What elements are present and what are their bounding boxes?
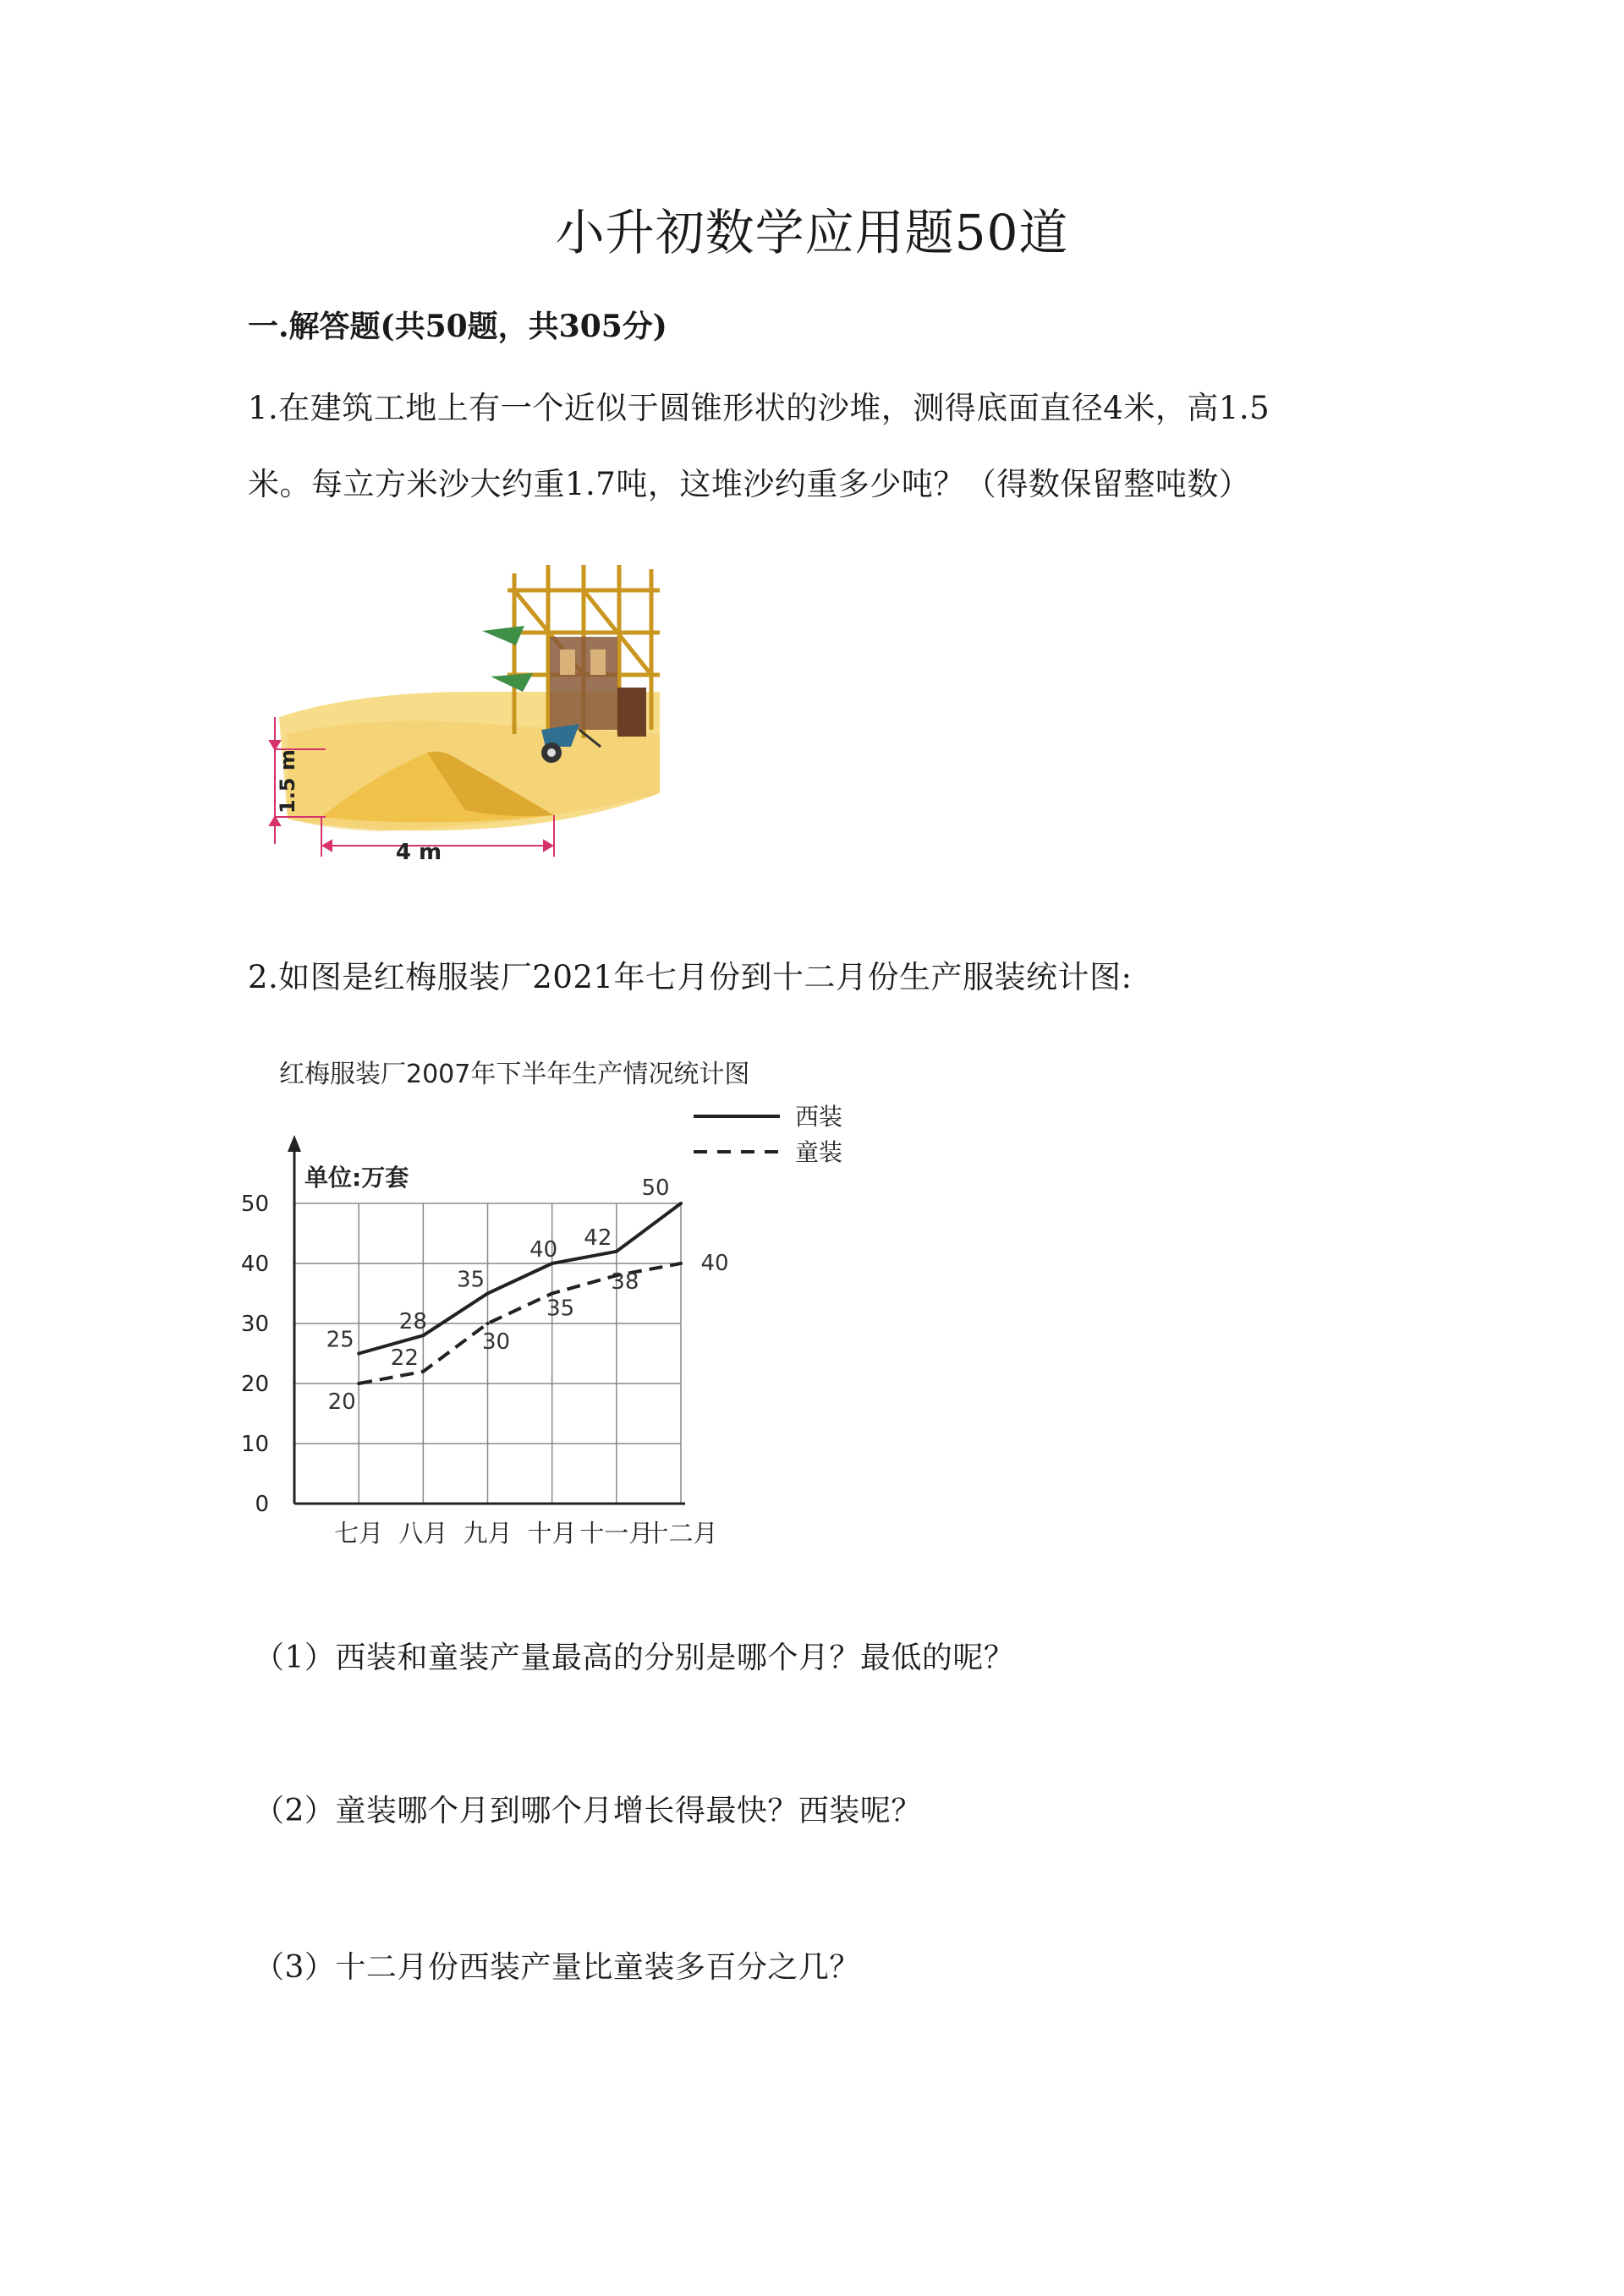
legend-label-2: 童装 [795, 1138, 843, 1166]
question-1-line-1: 1.在建筑工地上有一个近似于圆锥形状的沙堆，测得底面直径4米，高1.5 [248, 390, 1270, 426]
question-2-sub-2: （2）童装哪个月到哪个月增长得最快？西装呢？ [254, 1794, 922, 1828]
height-label: 1.5 m [276, 749, 299, 814]
data-point [421, 1370, 425, 1373]
sand-pile-illustration [254, 565, 677, 869]
y-tick-label: 20 [240, 1372, 269, 1397]
data-point [679, 1202, 683, 1205]
data-label: 40 [529, 1237, 558, 1263]
production-line-chart [240, 1049, 888, 1573]
y-tick-label: 40 [240, 1252, 269, 1277]
data-point [357, 1352, 360, 1356]
legend-label-1: 西装 [795, 1103, 843, 1131]
data-label: 38 [611, 1269, 639, 1296]
data-point [357, 1382, 360, 1385]
x-tick-label: 七月 [334, 1519, 384, 1548]
question-2-intro: 2.如图是红梅服装厂2021年七月份到十二月份生产服装统计图: [248, 959, 1133, 995]
question-2-sub-1: （1）西装和童装产量最高的分别是哪个月？最低的呢？ [254, 1641, 1015, 1675]
data-label: 22 [390, 1345, 419, 1371]
data-label: 20 [327, 1389, 356, 1415]
data-point [615, 1250, 618, 1253]
question-2-sub-3: （3）十二月份西装产量比童装多百分之几？ [254, 1950, 860, 1985]
data-label: 30 [481, 1329, 511, 1355]
chart-legend [694, 1103, 842, 1166]
data-label: 40 [700, 1251, 729, 1276]
data-label: 42 [584, 1225, 612, 1251]
y-tick-label: 50 [240, 1192, 269, 1217]
chart-unit-label: 单位:万套 [304, 1164, 409, 1192]
data-label: 35 [456, 1267, 486, 1293]
data-point [679, 1262, 683, 1265]
x-tick-label: 十月 [527, 1519, 577, 1548]
y-tick-label: 30 [240, 1312, 269, 1337]
data-label: 25 [326, 1327, 354, 1353]
data-label: 50 [641, 1175, 670, 1201]
chart-labels [241, 1175, 729, 1548]
data-label: 35 [546, 1296, 575, 1322]
data-point [551, 1292, 554, 1296]
y-axis-arrow [288, 1135, 301, 1152]
section-heading: 一.解答题(共50题，共305分) [248, 309, 667, 344]
chart-title: 红梅服装厂2007年下半年生产情况统计图 [279, 1060, 750, 1089]
question-1-line-2: 米。每立方米沙大约重1.7吨，这堆沙约重多少吨？（得数保留整吨数） [248, 466, 1251, 502]
x-tick-label: 九月 [463, 1519, 513, 1548]
x-tick-label: 十二月 [644, 1519, 718, 1548]
diameter-label: 4 m [395, 840, 442, 865]
data-point [486, 1322, 490, 1325]
page-title: 小升初数学应用题50道 [555, 204, 1069, 261]
x-tick-label: 十一月 [579, 1519, 654, 1548]
data-point [486, 1292, 490, 1296]
data-label: 28 [398, 1309, 427, 1335]
y-tick-label: 0 [255, 1492, 269, 1517]
x-tick-label: 八月 [398, 1519, 448, 1548]
y-tick-label: 10 [240, 1432, 269, 1457]
